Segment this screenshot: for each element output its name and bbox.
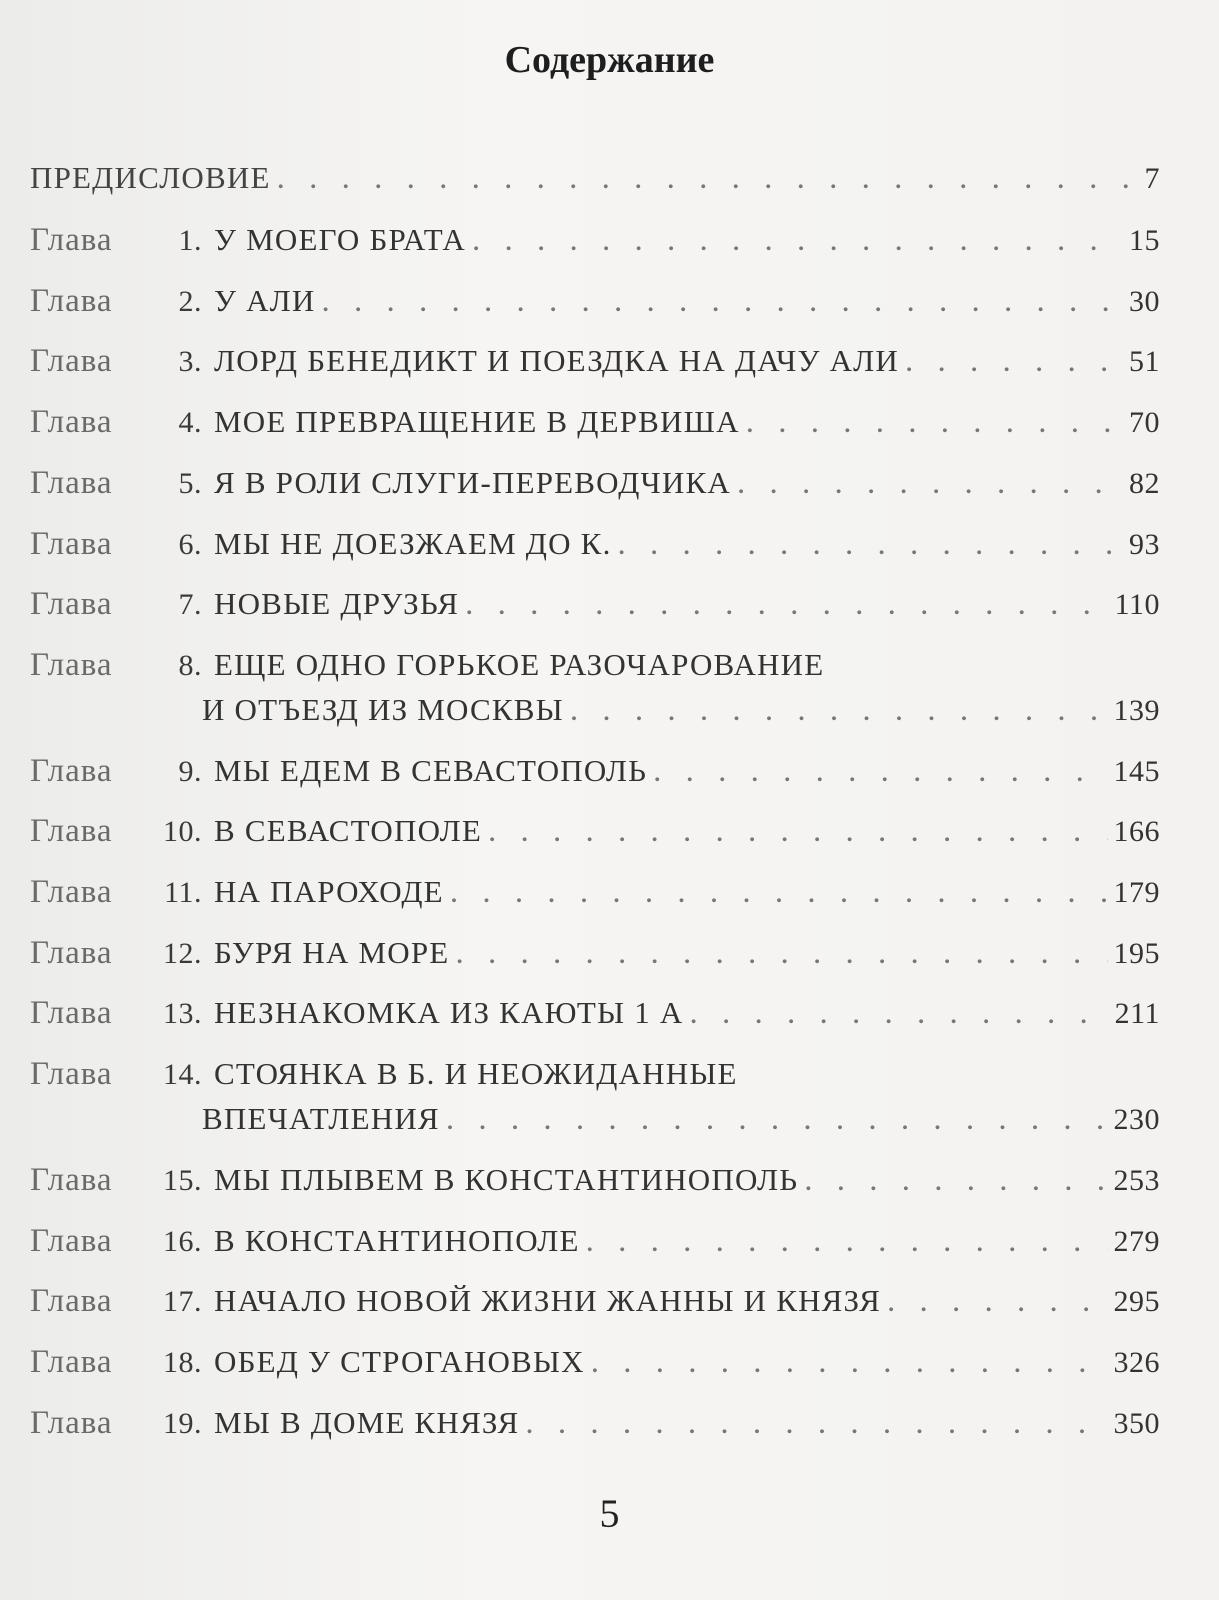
dot-leader: [488, 813, 1108, 850]
chapter-word: Глава: [30, 646, 113, 683]
chapter-word: Глава: [30, 1222, 113, 1259]
toc-entry-chapter-4[interactable]: [30, 404, 1160, 454]
dot-leader: [570, 692, 1108, 729]
toc-entry-chapter-8[interactable]: [30, 647, 1160, 697]
toc-entry-chapter-6[interactable]: [30, 526, 1160, 576]
chapter-number: 1.: [178, 224, 202, 257]
chapter-title: НАЧАЛО НОВОЙ ЖИЗНИ ЖАННЫ И КНЯЗЯ: [214, 1283, 881, 1319]
toc-entry-chapter-7[interactable]: [30, 586, 1160, 636]
chapter-title: НЕЗНАКОМКА ИЗ КАЮТЫ 1 А: [214, 995, 684, 1031]
toc-entry-chapter-3[interactable]: [30, 343, 1160, 393]
dot-leader: [905, 343, 1123, 380]
toc-entry-chapter-12[interactable]: [30, 935, 1160, 985]
chapter-word: Глава: [30, 222, 113, 258]
page-ref: 30: [1129, 284, 1160, 318]
chapter-title: В СЕВАСТОПОЛЕ: [214, 813, 482, 849]
chapter-title: Я В РОЛИ СЛУГИ-ПЕРЕВОДЧИКА: [214, 464, 731, 500]
toc-entry-chapter-11[interactable]: [30, 874, 1160, 924]
toc-entry-chapter-17[interactable]: [30, 1283, 1160, 1333]
chapter-word: Глава: [30, 995, 113, 1032]
toc-entry-chapter-13[interactable]: [30, 995, 1160, 1045]
toc-entry-chapter-2[interactable]: [30, 283, 1160, 333]
dot-leader: [804, 1162, 1107, 1199]
chapter-word: Глава: [30, 813, 113, 850]
chapter-word: Глава: [30, 586, 113, 623]
chapter-word: Глава: [30, 1283, 113, 1320]
page-ref: 179: [1113, 876, 1160, 909]
chapter-number: 6.: [178, 527, 202, 561]
chapter-number: 8.: [178, 648, 202, 682]
chapter-title: В КОНСТАНТИНОПОЛЕ: [214, 1222, 580, 1258]
chapter-word: Глава: [30, 464, 113, 501]
chapter-title: ЕЩЕ ОДНО ГОРЬКОЕ РАЗОЧАРОВАНИЕ: [214, 646, 825, 682]
chapter-number: 13.: [163, 997, 202, 1031]
chapter-word: Глава: [30, 282, 113, 319]
chapter-title: НА ПАРОХОДЕ: [214, 874, 444, 909]
chapter-number: 9.: [178, 754, 202, 788]
chapter-title: МЫ ЕДЕМ В СЕВАСТОПОЛЬ: [214, 752, 648, 788]
page-ref: 145: [1113, 754, 1160, 788]
chapter-number: 5.: [178, 466, 202, 500]
page-ref: 139: [1113, 693, 1160, 727]
dot-leader: [618, 526, 1123, 563]
page-ref: 93: [1129, 527, 1160, 561]
chapter-title: У АЛИ: [214, 282, 316, 318]
toc-entry-chapter-9[interactable]: [30, 753, 1160, 803]
chapter-word: Глава: [30, 1343, 113, 1380]
page-ref: 253: [1113, 1163, 1160, 1197]
page-ref: 15: [1129, 224, 1160, 257]
toc-entry-chapter-8-continued[interactable]: [30, 692, 1160, 742]
dot-leader: [446, 1101, 1108, 1138]
toc-entry-chapter-10[interactable]: [30, 813, 1160, 863]
toc-entry-chapter-14[interactable]: [30, 1056, 1160, 1106]
preface-label: ПРЕДИСЛОВИЕ: [30, 160, 271, 195]
page-ref: 110: [1114, 588, 1160, 622]
chapter-title: МОЕ ПРЕВРАЩЕНИЕ В ДЕРВИША: [214, 404, 740, 440]
chapter-number: 11.: [164, 876, 202, 909]
chapter-title: НОВЫЕ ДРУЗЬЯ: [214, 586, 460, 622]
chapter-number: 16.: [163, 1224, 202, 1258]
chapter-title: МЫ НЕ ДОЕЗЖАЕМ ДО К.: [214, 525, 612, 561]
page-number: 5: [599, 1491, 620, 1536]
chapter-title: ОБЕД У СТРОГАНОВЫХ: [214, 1343, 585, 1379]
dot-leader: [465, 586, 1109, 623]
chapter-word: Глава: [30, 1161, 113, 1198]
chapter-title: МЫ ПЛЫВЕМ В КОНСТАНТИНОПОЛЬ: [214, 1161, 799, 1197]
dot-leader: [277, 160, 1139, 197]
chapter-word: Глава: [30, 1404, 113, 1441]
chapter-number: 3.: [178, 345, 202, 379]
page-ref: 51: [1129, 345, 1160, 379]
dot-leader: [591, 1344, 1108, 1381]
page-ref: 7: [1144, 162, 1160, 195]
dot-leader: [586, 1223, 1108, 1260]
dot-leader: [472, 222, 1123, 259]
toc-entry-chapter-18[interactable]: [30, 1344, 1160, 1394]
chapter-number: 2.: [178, 284, 202, 318]
dot-leader: [525, 1405, 1107, 1442]
chapter-number: 7.: [178, 588, 202, 622]
dot-leader: [322, 283, 1124, 320]
chapter-title: МЫ В ДОМЕ КНЯЗЯ: [214, 1404, 520, 1440]
chapter-word: Глава: [30, 752, 113, 789]
chapter-number: 17.: [163, 1285, 202, 1319]
chapter-number: 19.: [163, 1406, 202, 1440]
page-ref: 295: [1113, 1285, 1160, 1319]
chapter-number: 18.: [163, 1345, 202, 1379]
dot-leader: [653, 753, 1107, 790]
page-ref: 279: [1113, 1224, 1160, 1258]
chapter-word: Глава: [30, 874, 113, 910]
page-ref: 195: [1113, 936, 1160, 970]
chapter-number: 15.: [163, 1163, 202, 1197]
chapter-word: Глава: [30, 343, 113, 380]
chapter-number: 14.: [163, 1058, 202, 1092]
toc-entry-chapter-14-continued[interactable]: [30, 1101, 1160, 1151]
toc-entry-chapter-19[interactable]: [30, 1405, 1160, 1455]
dot-leader: [455, 935, 1107, 972]
dot-leader: [887, 1283, 1108, 1320]
toc-entry-preface[interactable]: [30, 160, 1160, 210]
toc-entry-chapter-16[interactable]: [30, 1223, 1160, 1273]
chapter-word: Глава: [30, 1056, 113, 1093]
chapter-word: Глава: [30, 404, 113, 441]
page-ref: 166: [1113, 815, 1160, 849]
chapter-number: 12.: [163, 936, 202, 970]
dot-leader: [737, 465, 1123, 502]
chapter-word: Глава: [30, 525, 113, 562]
chapter-title-continued: ВПЕЧАТЛЕНИЯ: [202, 1101, 440, 1137]
chapter-title: У МОЕГО БРАТА: [214, 222, 466, 257]
toc-entry-chapter-1[interactable]: [30, 222, 1160, 272]
dot-leader: [450, 874, 1108, 911]
dot-leader: [746, 404, 1123, 441]
dot-leader: [689, 995, 1108, 1032]
page-ref: 70: [1129, 406, 1160, 440]
page-ref: 82: [1129, 466, 1160, 500]
chapter-word: Глава: [30, 934, 113, 971]
chapter-number: 4.: [178, 406, 202, 440]
chapter-number: 10.: [163, 815, 202, 849]
page-ref: 211: [1114, 997, 1160, 1031]
toc-entry-chapter-5[interactable]: [30, 465, 1160, 515]
toc-entry-chapter-15[interactable]: [30, 1162, 1160, 1212]
chapter-title: ЛОРД БЕНЕДИКТ И ПОЕЗДКА НА ДАЧУ АЛИ: [214, 343, 899, 379]
chapter-title-continued: И ОТЪЕЗД ИЗ МОСКВЫ: [202, 691, 564, 727]
chapter-title: БУРЯ НА МОРЕ: [214, 934, 450, 970]
page-ref: 350: [1113, 1406, 1160, 1440]
page-title: Содержание: [504, 39, 715, 81]
chapter-title: СТОЯНКА В Б. И НЕОЖИДАННЫЕ: [214, 1056, 738, 1092]
page-ref: 326: [1113, 1345, 1160, 1379]
page-ref: 230: [1113, 1103, 1160, 1137]
